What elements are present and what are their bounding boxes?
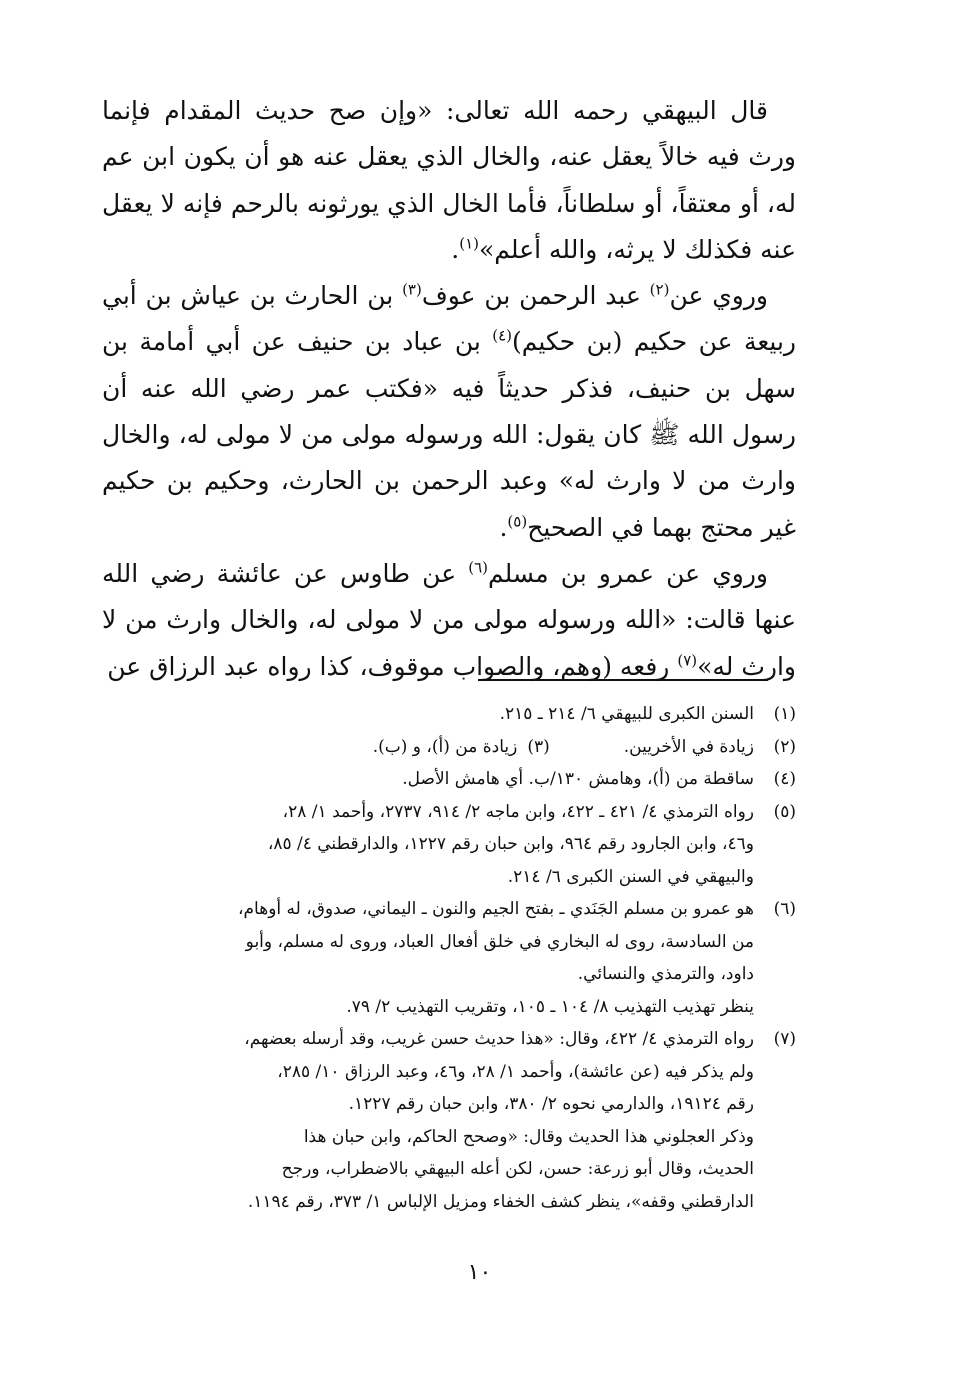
footnote-1 xyxy=(102,698,796,731)
footnote-text: السنن الكبرى للبيهقي ٦/ ٢١٤ ـ ٢١٥. xyxy=(499,704,754,724)
footnote-line: ولم يذكر فيه (عن عائشة)، وأحمد ١/ ٢٨، و٤٦، وعبد الرزاق ١٠/ ٢٨٥، xyxy=(277,1061,754,1082)
footnote-2-3 xyxy=(102,731,796,764)
footnote-line: رواه الترمذي ٤/ ٤٢٢، وقال: «هذا حديث حسن غريب، وقد أرسله بعضهم، xyxy=(244,1029,754,1049)
footnote-line: داود، والترمذي والنسائي. xyxy=(577,964,754,984)
footnote-reference: (٥) xyxy=(507,512,528,531)
footnote-text: ساقطة من (أ)، وهامش ١٣٠/ب. أي هامش الأصل. xyxy=(402,769,754,789)
footnote-line: من السادسة، روى له البخاري في خلق أفعال العباد، وروى له مسلم، وأبو xyxy=(245,931,754,952)
text-run: . xyxy=(499,512,508,542)
footnote-4 xyxy=(102,763,796,796)
footnote-line: و٤٦، وابن الجارود رقم ٩٦٤، وابن حبان رقم ١٢٢٧، والدارقطني ٤/ ٨٥، xyxy=(267,834,754,854)
text-run: قال البيهقي رحمه الله تعالى: «وإن صح حديث المقدام فإنما ورث فيه خالاً يعقل عنه، والخال الذي يعقل عنه هو أن يكون ابن عم له، أو معتقاً، أو سلطاناً، فأما الخال الذي يورثونه بالرحم فإنه لا يعقل عنه فكذلك لا يرثه، والله أعلم» xyxy=(102,96,796,264)
footnote-number: (٤) xyxy=(773,769,796,789)
text-run: وروي عن xyxy=(669,281,768,311)
footnote-5 xyxy=(102,796,796,894)
main-paragraph-3 xyxy=(102,551,796,690)
footnote-6 xyxy=(102,893,796,1023)
footnote-line: الحديث، وقال أبو زرعة: حسن، لكن أعله البيهقي بالاضطراب، ورجح xyxy=(281,1159,754,1179)
text-run: وروي عن عمرو بن مسلم xyxy=(488,558,768,588)
footnote-number: (٣) xyxy=(527,736,550,757)
footnote-line: رقم ١٩١٢٤، والدارمي نحوه ٢/ ٣٨٠، وابن حبان رقم ١٢٢٧. xyxy=(348,1094,754,1114)
footnote-reference: (٦) xyxy=(468,558,488,577)
footnote-number: (٥) xyxy=(773,801,796,822)
footnote-reference: (٣) xyxy=(402,280,422,299)
footnote-line: وذكر العجلوني هذا الحديث وقال: «وصحح الحاكم، وابن حبان هذا xyxy=(303,1126,754,1147)
footnote-number: (٢) xyxy=(773,736,796,757)
footnote-number: (٦) xyxy=(773,899,796,919)
footnote-text: زيادة من (أ)، و (ب). xyxy=(372,736,518,757)
footnote-number: (٧) xyxy=(773,1029,796,1049)
footnote-line: الدارقطني وقفه»، ينظر كشف الخفاء ومزيل الإلباس ١/ ٣٧٣، رقم ١١٩٤. xyxy=(247,1191,754,1212)
footnote-line: والبيهقي في السنن الكبرى ٦/ ٢١٤. xyxy=(507,866,754,887)
footnote-line: ينظر تهذيب التهذيب ٨/ ١٠٤ ـ ١٠٥، وتقريب التهذيب ٢/ ٧٩. xyxy=(346,996,754,1017)
footnote-line: هو عمرو بن مسلم الجَنَدي ـ بفتح الجيم والنون ـ اليماني، صدوق، له أوهام، xyxy=(238,899,754,919)
text-run: عن طاوس عن عائشة رضي الله عنها قالت: «الله ورسوله مولى من لا مولى له، والخال وارث من لا وارث له» xyxy=(102,558,796,681)
footnote-reference: (٤) xyxy=(492,327,513,346)
footnote-reference: (٧) xyxy=(677,651,698,670)
footnote-separator-rule xyxy=(478,679,768,681)
main-paragraph-2 xyxy=(102,273,796,551)
page-number: ١٠ xyxy=(467,1260,492,1285)
text-run: بن عباد بن حنيف عن أبي أمامة بن سهل بن حنيف، فذكر حديثاً فيه «فكتب عمر رضي الله عنه أن رسول الله ﷺ كان يقول: الله ورسوله مولى من لا مولى له، والخال وارث من لا وارث له» وعبد الرحمن بن الحارث، وحكيم بن حكيم غير محتج بهما في الصحيح xyxy=(102,327,796,542)
footnote-reference: (١) xyxy=(459,234,479,253)
footnotes-section xyxy=(102,698,796,1218)
footnote-line: رواه الترمذي ٤/ ٤٢١ ـ ٤٢٢، وابن ماجه ٢/ ٩١٤، ٢٧٣٧، وأحمد ١/ ٢٨، xyxy=(282,801,754,822)
main-text-body xyxy=(102,88,796,690)
text-run: بن الحارث بن عياش بن أبي ربيعة عن حكيم (بن حكيم) xyxy=(102,281,796,357)
main-paragraph-1 xyxy=(102,88,796,273)
text-run: عبد الرحمن بن عوف xyxy=(421,281,650,311)
footnote-number: (١) xyxy=(773,704,796,724)
footnote-7 xyxy=(102,1023,796,1218)
text-run: . xyxy=(451,234,460,264)
footnote-text: زيادة في الأخريين. xyxy=(623,736,754,757)
text-run: رفعه (وهم، والصواب موقوف، كذا رواه عبد الرزاق عن xyxy=(107,651,678,681)
footnote-reference: (٢) xyxy=(649,280,670,299)
